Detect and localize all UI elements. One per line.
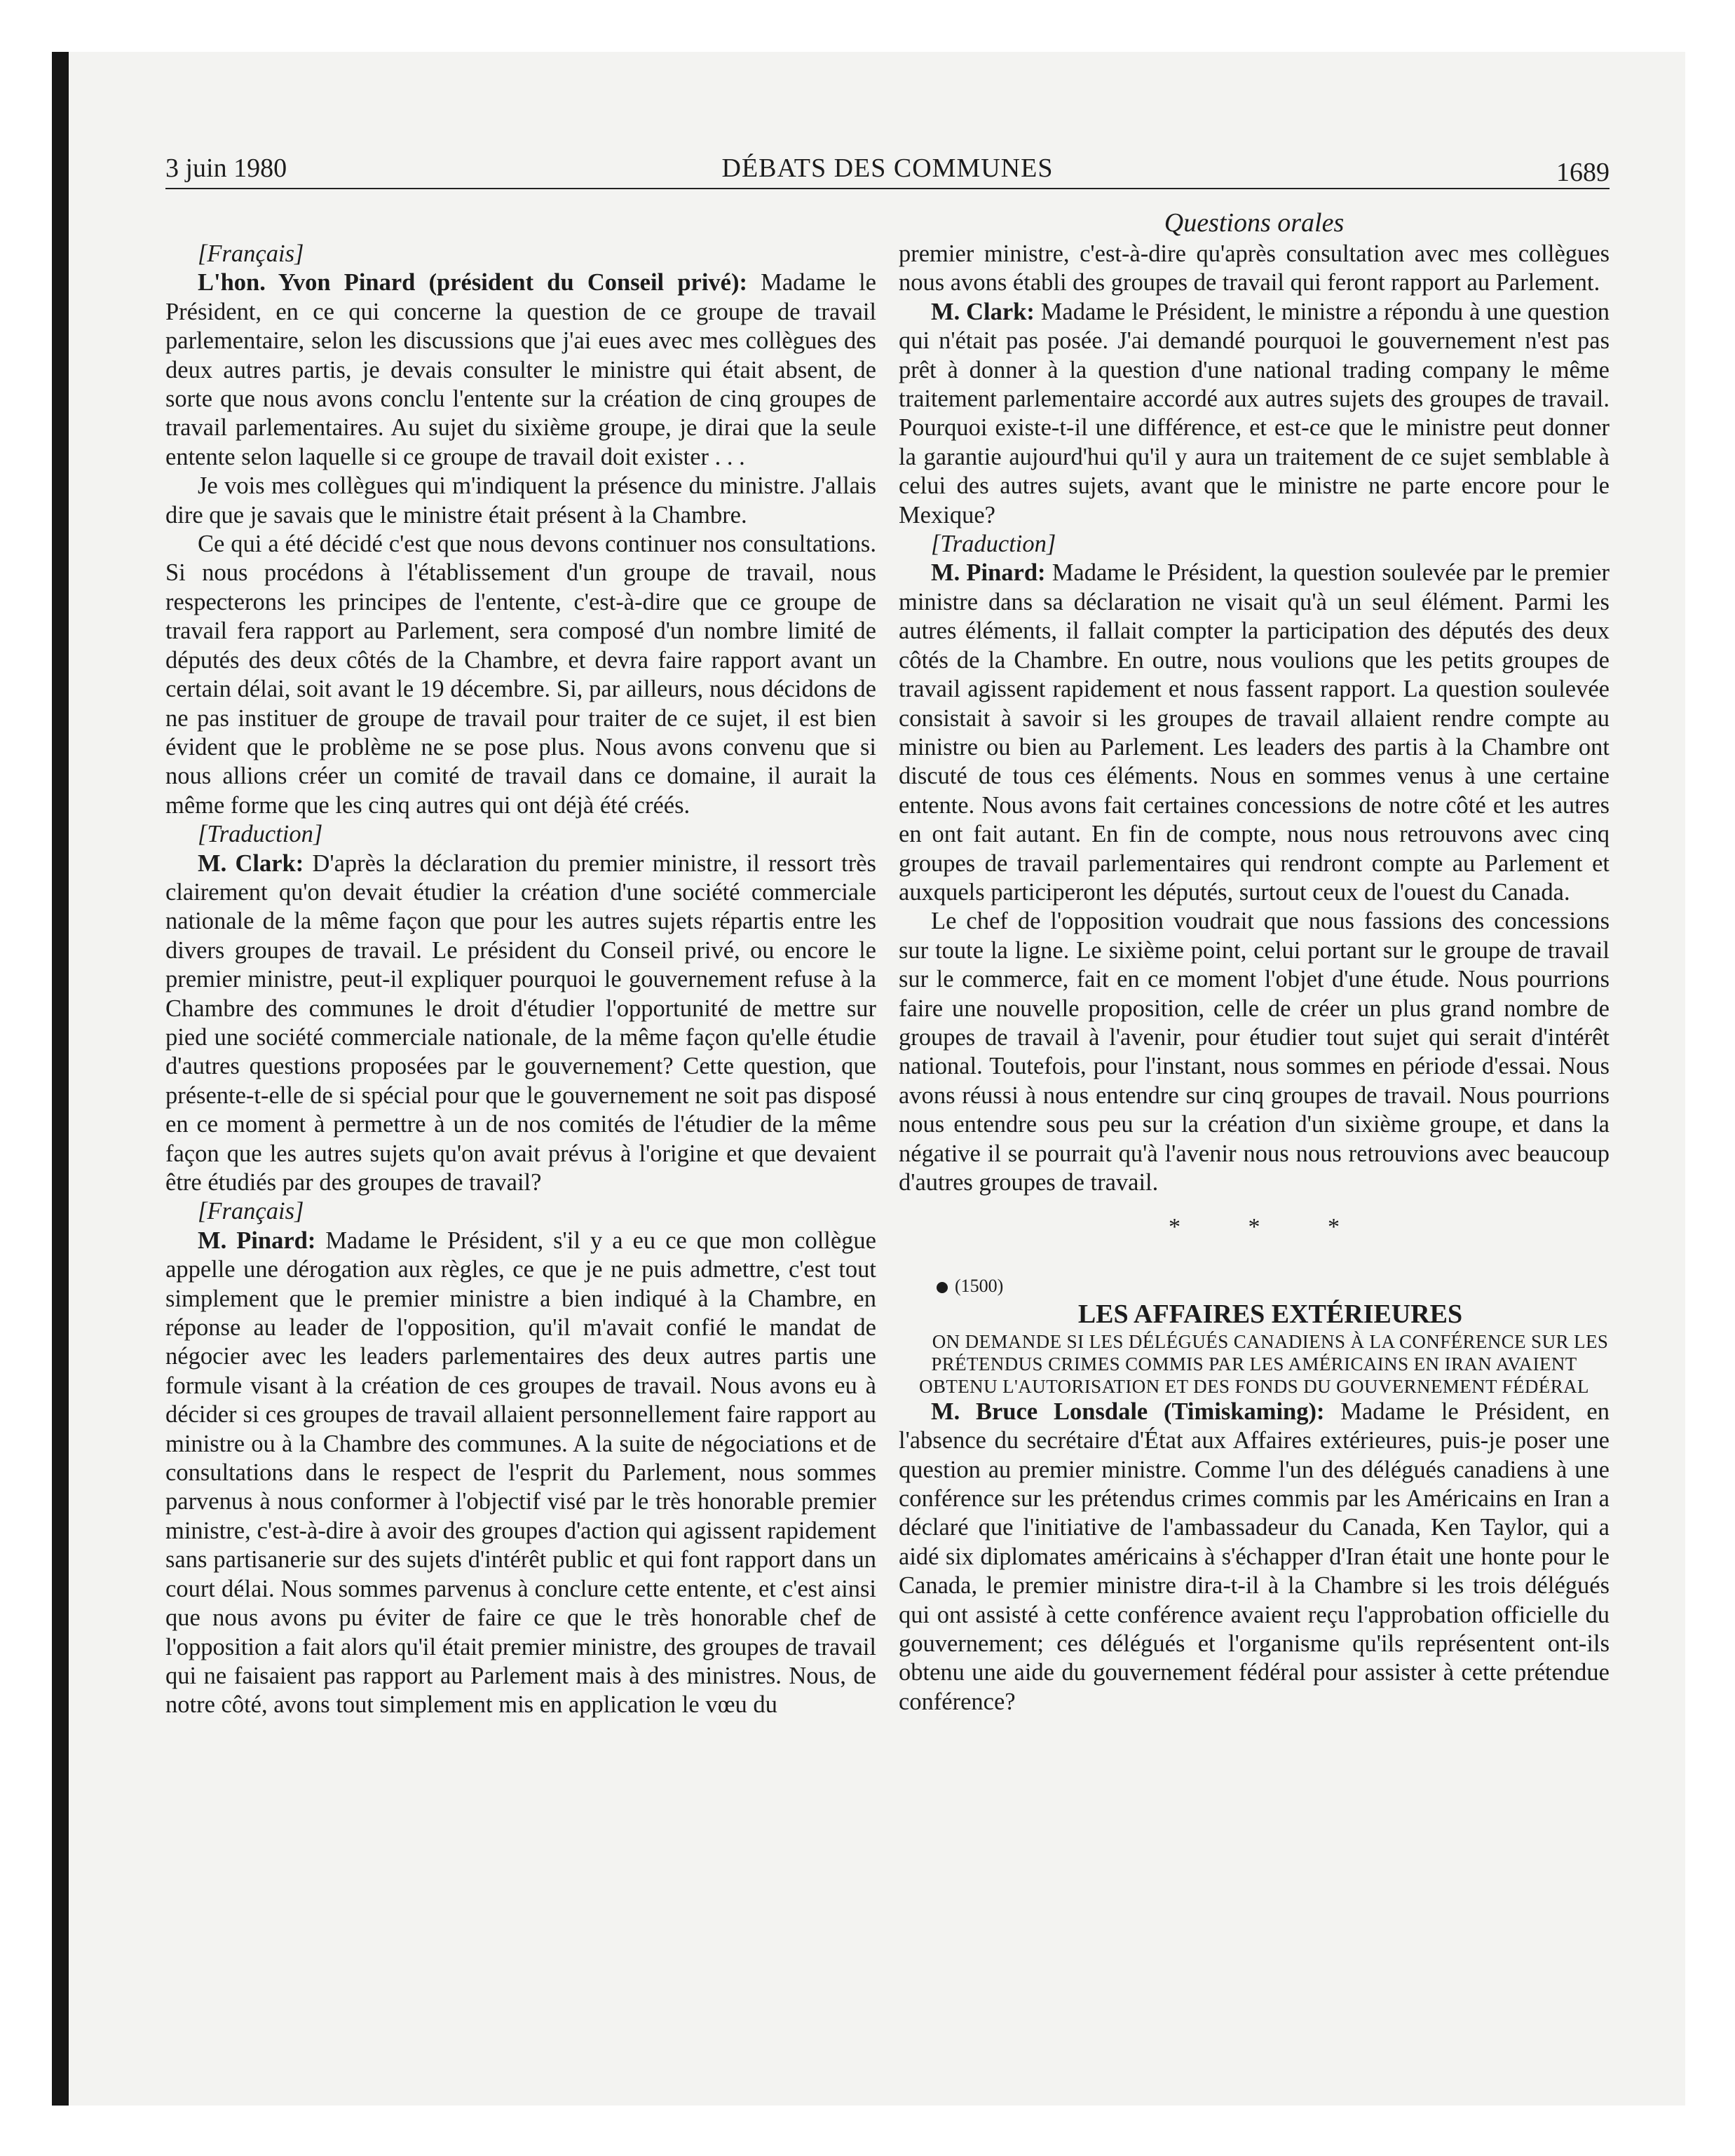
speech-paragraph (899, 1398, 1610, 1717)
section-separator: * * * (1169, 1214, 1370, 1241)
speaker-name: M. Pinard: (931, 559, 1046, 587)
left-column (165, 240, 876, 1720)
speech-continuation: premier ministre, c'est-à-dire qu'après consultation avec mes collègues nous avons établi des groupes de travail qui feront rapport au Parlement. (899, 240, 1610, 296)
speech-paragraph: Ce qui a été décidé c'est que nous devons continuer nos consultations. Si nous procédons à l'établissement d'un groupe de travail, nous respecterons les principes de l'entente, c'est-à-dire que ce groupe de travail fera rapport au Parlement, sera composé d'un nombre limité de députés des deux côtés de la Chambre, et devra faire rapport avant un certain délai, soit avant le 19 décembre. Si, par ailleurs, nous décidons de ne pas instituer de groupe de travail pour traiter de ce sujet, il est bien évident que le problème ne se pose plus. Nous avons convenu que si nous allions créer un comité de travail dans ce domaine, il aurait la même forme que les cinq autres qui ont déjà été créés. (165, 531, 876, 819)
timestamp-text: (1500) (955, 1275, 1004, 1296)
subject-title: LES AFFAIRES EXTÉRIEURES (1077, 1299, 1463, 1329)
speech-paragraph: Je vois mes collègues qui m'indiquent la présence du ministre. J'allais dire que je savais que le ministre était présent à la Chambre. (165, 472, 876, 528)
header-rule (165, 188, 1610, 189)
scan-edge (52, 52, 69, 2106)
speech-text: Madame le Président, le ministre a répondu à une question qui n'était pas posée. J'ai demandé pourquoi le gouvernement n'est pas prêt à donner à la question d'une national trading company le même traitement parlementaire accordé aux autres sujets des groupes de travail. Pourquoi existe-t-il une différence, et est-ce que le ministre peut donner la garantie aujourd'hui qu'il y aura un traitement de ce sujet semblable à celui des autres sujets, avant que le ministre ne parte encore pour le Mexique? (899, 298, 1610, 528)
speaker-name: M. Bruce Lonsdale (Timiskaming): (931, 1398, 1325, 1425)
running-head (165, 149, 1610, 188)
speech-text: Madame le Président, en l'absence du secrétaire d'État aux Affaires extérieures, puis-je poser une question au premier ministre. Comme l'un des délégués canadiens à une conférence sur les prétendus crimes commis par les Américains en Iran a déclaré que l'initiative de l'ambassadeur du Canada, Ken Taylor, qui a aidé six diplomates américains à s'échapper d'Iran était une honte pour le Canada, le premier ministre dira-t-il à la Chambre si les trois délégués qui ont assisté à cette conférence avaient reçu l'approbation officielle du gouvernement; ces délégués et l'organisme qu'ils représentent ont-ils obtenu une aide du gouvernement fédéral pour assister à cette prétendue conférence? (899, 1398, 1610, 1715)
speech-paragraph (165, 850, 876, 1198)
speech-paragraph (165, 1227, 876, 1720)
speaker-name: M. Clark: (198, 850, 304, 877)
subject-subtitle: ON DEMANDE SI LES DÉLÉGUÉS CANADIENS À LA CONFÉRENCE SUR LES PRÉTENDUS CRIMES COMMIS PAR LES AMÉRICAINS EN IRAN AVAIENT OBTENU L'AUTORISATION ET DES FONDS DU GOUVERNEMENT FÉDÉRAL (919, 1330, 1609, 1397)
speaker-name: M. Clark: (931, 298, 1035, 325)
speech-text: Madame le Président, en ce qui concerne la question de ce groupe de travail parlementaire, selon les discussions que j'ai eues avec mes collègues des deux autres partis, je devais consulter le ministre qui était absent, de sorte que nous avons conclu l'entente sur la création de cinq groupes de travail parlementaires. Au sujet du sixième groupe, je dirai que la seule entente selon laquelle si ce groupe de travail doit exister . . . (165, 269, 876, 470)
language-marker: [Français] (198, 240, 304, 267)
speaker-name: L'hon. Yvon Pinard (président du Conseil privé): (198, 269, 747, 296)
header-page-number: 1689 (1556, 158, 1610, 187)
speech-paragraph (165, 268, 876, 472)
language-marker: [Français] (198, 1198, 304, 1225)
speech-paragraph: Le chef de l'opposition voudrait que nous fassions des concessions sur toute la ligne. Le sixième point, celui portant sur le groupe de travail sur le commerce, fait en ce moment l'objet d'une étude. Nous pourrions faire une nouvelle proposition, celle de créer un plus grand nombre de groupes de travail à l'avenir, pour étudier tout sujet qui serait d'intérêt national. Toutefois, pour l'instant, nous sommes en période d'essai. Nous avons réussi à nous entendre sur cinq groupes de travail. Nous pourrions nous entendre sous peu sur la création d'un sixième groupe, et dans la négative il se pourrait qu'à l'avenir nous nous retrouvions avec beaucoup d'autres groupes de travail. (899, 908, 1610, 1196)
header-publication: DÉBATS DES COMMUNES (721, 153, 1054, 183)
language-marker: [Traduction] (198, 821, 323, 848)
language-marker: [Traduction] (931, 531, 1056, 558)
speaker-name: M. Pinard: (198, 1227, 316, 1254)
timestamp-marker (899, 1274, 1610, 1298)
right-column (899, 240, 1610, 1717)
header-date: 3 juin 1980 (165, 153, 287, 183)
speech-paragraph (899, 298, 1610, 530)
speech-text: Madame le Président, la question soulevée par le premier ministre dans sa déclaration ne visait qu'à un seul élément. Parmi les autres éléments, il fallait compter la participation des députés des deux côtés de la Chambre. En outre, nous voulions que les petits groupes de travail agissent rapidement et nous fassent rapport. La question soulevée consistait à savoir si les groupes de travail allaient rendre compte au ministre ou bien au Parlement. Les leaders des partis à la Chambre ont discuté de tous ces éléments. Nous en sommes venus à une certaine entente. Nous avons fait certaines concessions de notre côté et les autres en ont fait autant. En fin de compte, nous nous retrouvons avec cinq groupes de travail parlementaires qui rendront compte au Parlement et auxquels participeront les députés, surtout ceux de l'ouest du Canada. (899, 559, 1610, 906)
bullet-icon (937, 1282, 948, 1293)
speech-text: D'après la déclaration du premier ministre, il ressort très clairement qu'on devait étudier la création d'une société commerciale nationale de la même façon que pour les autres sujets répartis entre les divers groupes de travail. Le président du Conseil privé, ou encore le premier ministre, peut-il expliquer pourquoi le gouvernement refuse à la Chambre des communes le droit d'étudier l'opportunité de mettre sur pied une société commerciale nationale, de la même façon qu'elle étudie d'autres questions proposées par le gouvernement? Cette question, que présente-t-elle de si spécial pour que le gouvernement ne soit pas disposé en ce moment à permettre à un de nos comités de l'étudier de la même façon que les autres sujets qu'on avait prévus à l'origine et que devaient être étudiés par des groupes de travail? (165, 850, 876, 1196)
section-heading: Questions orales (1164, 208, 1345, 238)
speech-paragraph (899, 559, 1610, 907)
speech-text: Madame le Président, s'il y a eu ce que mon collègue appelle une dérogation aux règles, ce que je ne puis admettre, c'est tout simplement que le premier ministre a bien indiqué à la Chambre, en réponse au leader de l'opposition, qu'il m'avait confié le mandat de négocier avec les leaders parlementaires des deux autres partis une formule visant à la création de ces groupes de travail. Nous avons eu à décider si ces groupes de travail allaient personnellement faire rapport au ministre ou à la Chambre des communes. A la suite de négociations et de consultations dans le respect de l'esprit du Parlement, nous sommes parvenus à nous conformer à l'objectif visé par le très honorable premier ministre, c'est-à-dire à avoir des groupes d'action qui agissent rapidement sans partisanerie sur des sujets d'intérêt public et qui font rapport dans un court délai. Nous sommes parvenus à conclure cette entente, et c'est ainsi que nous avons pu éviter de faire ce que le très honorable chef de l'opposition a fait alors qu'il était premier ministre, des groupes de travail qui ne faisaient pas rapport au Parlement mais à des ministres. Nous, de notre côté, avons tout simplement mis en application le vœu du (165, 1227, 876, 1719)
